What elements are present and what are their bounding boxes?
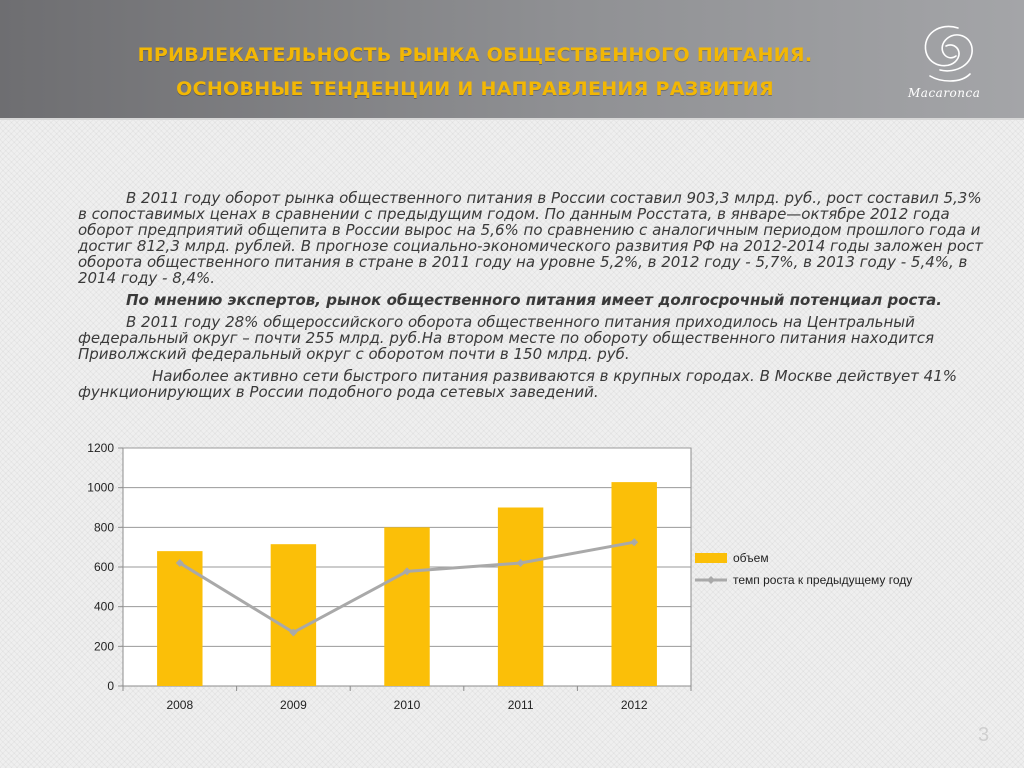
chart [60,438,990,728]
legend-label-growth: темп роста к предыдущему году [733,573,913,587]
y-tick-label: 1200 [87,441,114,455]
x-tick-label: 2010 [393,698,421,712]
legend-label-volume: объем [733,551,769,565]
slide-title [60,38,890,106]
bar-2011 [498,508,543,687]
x-tick-label: 2009 [280,698,307,712]
paragraph-1: В 2011 году оборот рынка общественного питания в России составил 903,3 млрд. руб., рост составил 5,3% в сопоставимых ценах в сравнении с предыдущим годом. По данным Росстата, в январе—октябре 2012 года оборот предприятий общепита в России вырос на 5,6% по сравнению с аналогичным периодом прошлого года и достиг 812,3 млрд. рублей. В прогнозе социально-экономического развития РФ на 2012-2014 годы заложен рост оборота общественного питания в стране в 2011 году на уровне 5,2%, в 2012 году - 5,7%, в 2013 году - 5,4%, в 2014 году - 8,4%. [78,189,983,287]
page-number: 3 [978,724,990,746]
x-tick-label: 2008 [166,698,194,712]
body-text [78,190,988,406]
x-tick-label: 2011 [507,698,534,712]
paragraph-2: По мнению экспертов, рынок общественного питания имеет долгосрочный потенциал роста. [126,291,942,309]
y-tick-label: 1000 [87,480,114,495]
header-divider [0,118,1024,120]
logo-text: Macaronca [908,86,981,100]
y-tick-label: 0 [107,679,114,693]
title-line-1: ПРИВЛЕКАТЕЛЬНОСТЬ РЫНКА ОБЩЕСТВЕННОГО ПИТАНИЯ. [137,44,813,66]
paragraph-4: Наиболее активно сети быстрого питания развиваются в крупных городах. В Москве действует 41% функционирующих в России подобного рода сетевых заведений. [78,367,958,401]
y-tick-label: 800 [93,520,114,535]
bar-2009 [271,544,316,686]
y-tick-label: 200 [93,639,114,654]
title-line-2: ОСНОВНЫЕ ТЕНДЕНЦИИ И НАПРАВЛЕНИЯ РАЗВИТИЯ [176,78,774,100]
x-tick-label: 2012 [620,698,648,712]
bar-2012 [611,482,656,686]
legend-marker-growth [707,576,715,584]
legend-swatch-volume [695,553,727,563]
paragraph-3: В 2011 году 28% общероссийского оборота общественного питания приходилось на Центральный федеральный округ – почти 255 млрд. руб.На втором месте по обороту общественного питания находится Приволжский федеральный округ с оборотом почти в 150 млрд. руб. [78,313,934,363]
y-tick-label: 400 [93,599,114,614]
y-tick-label: 600 [93,560,114,574]
bar-2010 [384,527,429,686]
